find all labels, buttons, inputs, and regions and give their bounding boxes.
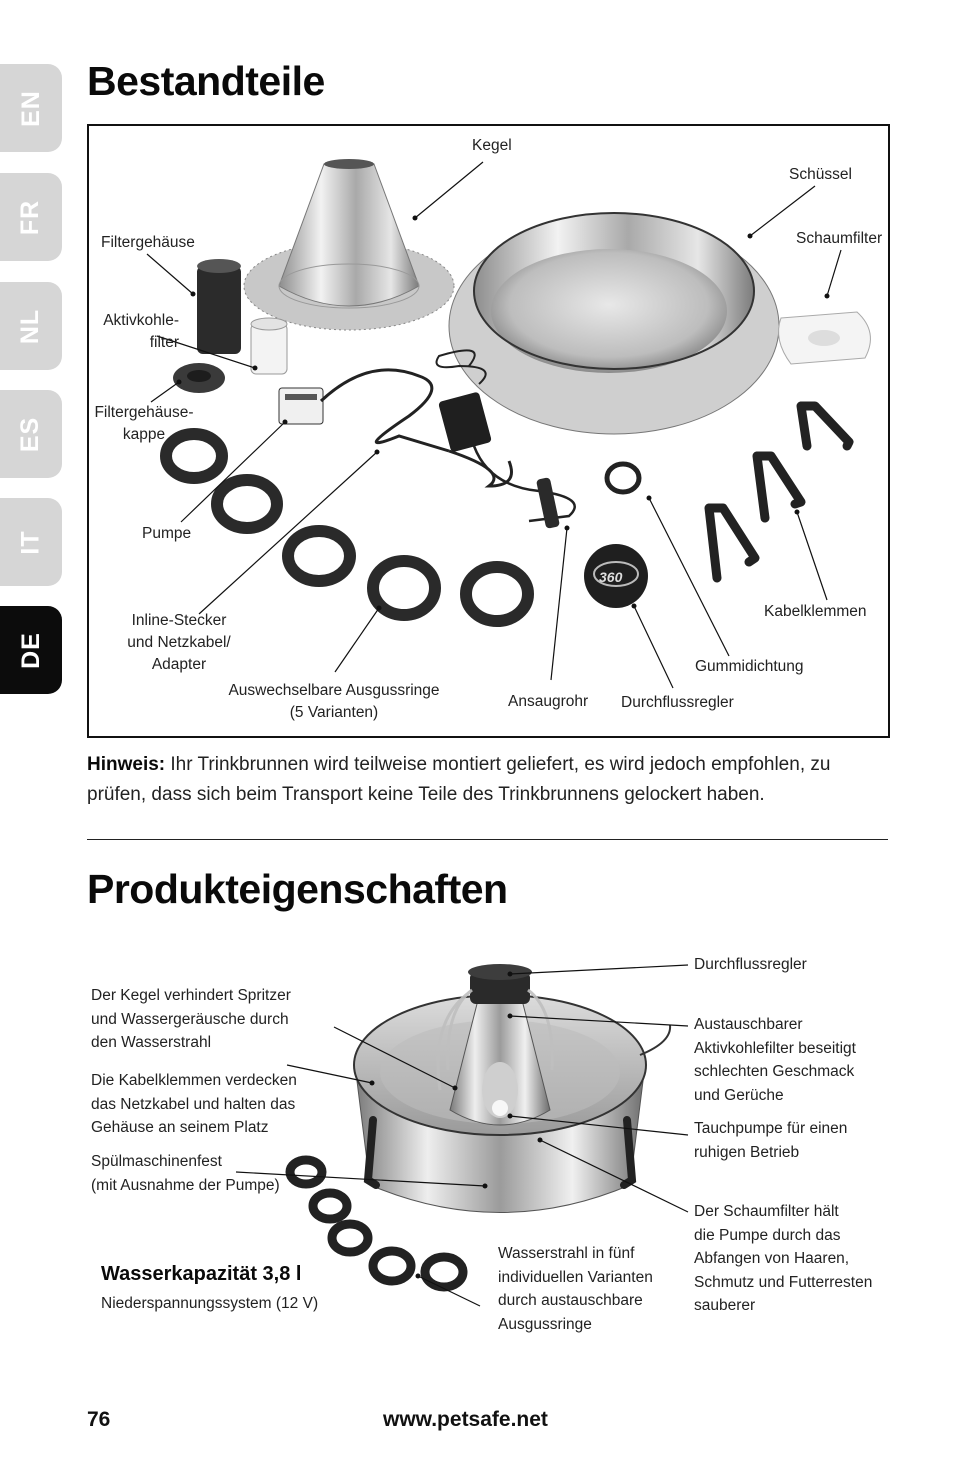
bowl-part — [449, 213, 779, 434]
feature-tauchpumpe: Tauchpumpe für einen ruhigen Betrieb — [694, 1120, 848, 1161]
dial-text: 360 — [599, 569, 623, 585]
feature-durchflussregler: Durchflussregler — [694, 956, 807, 973]
cable-clips — [709, 406, 849, 578]
label-ausgussringe — [225, 680, 443, 724]
tab-nl-label: NL — [16, 308, 45, 344]
tab-fr[interactable] — [0, 173, 62, 261]
feature-wasserstrahl: Wasserstrahl in fünf individuellen Varianten durch austauschbare Ausgussringe — [498, 1245, 653, 1333]
label-stecker-line2: und Netzkabel/ — [127, 634, 231, 651]
label-filtergehaeusekappe — [89, 402, 199, 446]
capacity-title: Wasserkapazität 3,8 l — [101, 1263, 302, 1285]
note-paragraph — [87, 750, 892, 810]
label-ringe-line2: (5 Varianten) — [289, 704, 379, 721]
label-gummidichtung: Gummidichtung — [695, 658, 804, 675]
label-stecker-line3: Adapter — [151, 656, 207, 673]
leader-lines — [147, 162, 841, 688]
label-pumpe: Pumpe — [142, 525, 192, 542]
label-ringe-line1: Auswechselbare Ausgussringe — [228, 682, 440, 699]
label-kappe-line1: Filtergehäuse- — [94, 404, 194, 421]
tab-es[interactable] — [0, 390, 62, 478]
tab-es-label: ES — [16, 416, 45, 452]
label-kappe-line2: kappe — [122, 426, 166, 443]
tab-nl[interactable] — [0, 282, 62, 370]
feature-kabelklemmen: Die Kabelklemmen verdecken das Netzkabel und halten das Gehäuse an seinem Platz — [91, 1072, 297, 1136]
feature-kegel: Der Kegel verhindert Spritzer und Wassergeräusche durch den Wasserstrahl — [91, 987, 291, 1051]
footer-url[interactable]: www.petsafe.net — [383, 1408, 548, 1431]
note-text: Ihr Trinkbrunnen wird teilweise montiert geliefert, es wird jedoch empfohlen, zu prüfen, dass sich beim Transport keine Teile des Trinkbrunnens gelockert haben. — [87, 754, 831, 805]
tab-fr-label: FR — [16, 199, 45, 235]
feature-aktivkohlefilter: Austauschbarer Aktivkohlefilter beseitigt schlechten Geschmack und Gerüche — [694, 1016, 856, 1104]
tab-en[interactable] — [0, 64, 62, 152]
label-ansaugrohr: Ansaugrohr — [508, 693, 589, 710]
divider — [87, 839, 888, 840]
feature-schaumfilter: Der Schaumfilter hält die Pumpe durch das Abfangen von Haaren, Schmutz und Futterresten sauberer — [694, 1203, 873, 1314]
feature-spuelmaschine: Spülmaschinenfest (mit Ausnahme der Pumpe) — [91, 1153, 280, 1194]
label-kabelklemmen: Kabelklemmen — [764, 603, 867, 620]
features-diagram — [0, 940, 954, 1350]
label-stecker-line1: Inline-Stecker — [131, 612, 227, 629]
label-aktivkohlefilter — [89, 310, 179, 354]
cone-part — [244, 159, 454, 330]
section-title-parts: Bestandteile — [87, 58, 325, 104]
label-schaumfilter: Schaumfilter — [796, 230, 883, 247]
tab-it-label: IT — [16, 529, 45, 555]
note-label: Hinweis: — [87, 754, 166, 775]
label-filtergehaeuse: Filtergehäuse — [101, 234, 195, 251]
label-durchflussregler: Durchflussregler — [621, 694, 734, 711]
capacity-subtitle: Niederspannungssystem (12 V) — [101, 1295, 319, 1312]
parts-diagram — [87, 124, 890, 738]
label-aktivkohle-line2: filter — [149, 334, 179, 351]
tab-en-label: EN — [16, 89, 45, 127]
tab-de-label: DE — [16, 631, 45, 669]
tab-de[interactable] — [0, 606, 62, 694]
label-kegel: Kegel — [472, 137, 512, 154]
label-schuessel: Schüssel — [789, 166, 852, 183]
label-inline-stecker — [109, 610, 249, 676]
page-number: 76 — [87, 1408, 111, 1431]
section-title-features: Produkteigenschaften — [87, 866, 508, 912]
label-aktivkohle-line1: Aktivkohle- — [103, 312, 179, 329]
tab-it[interactable] — [0, 498, 62, 586]
